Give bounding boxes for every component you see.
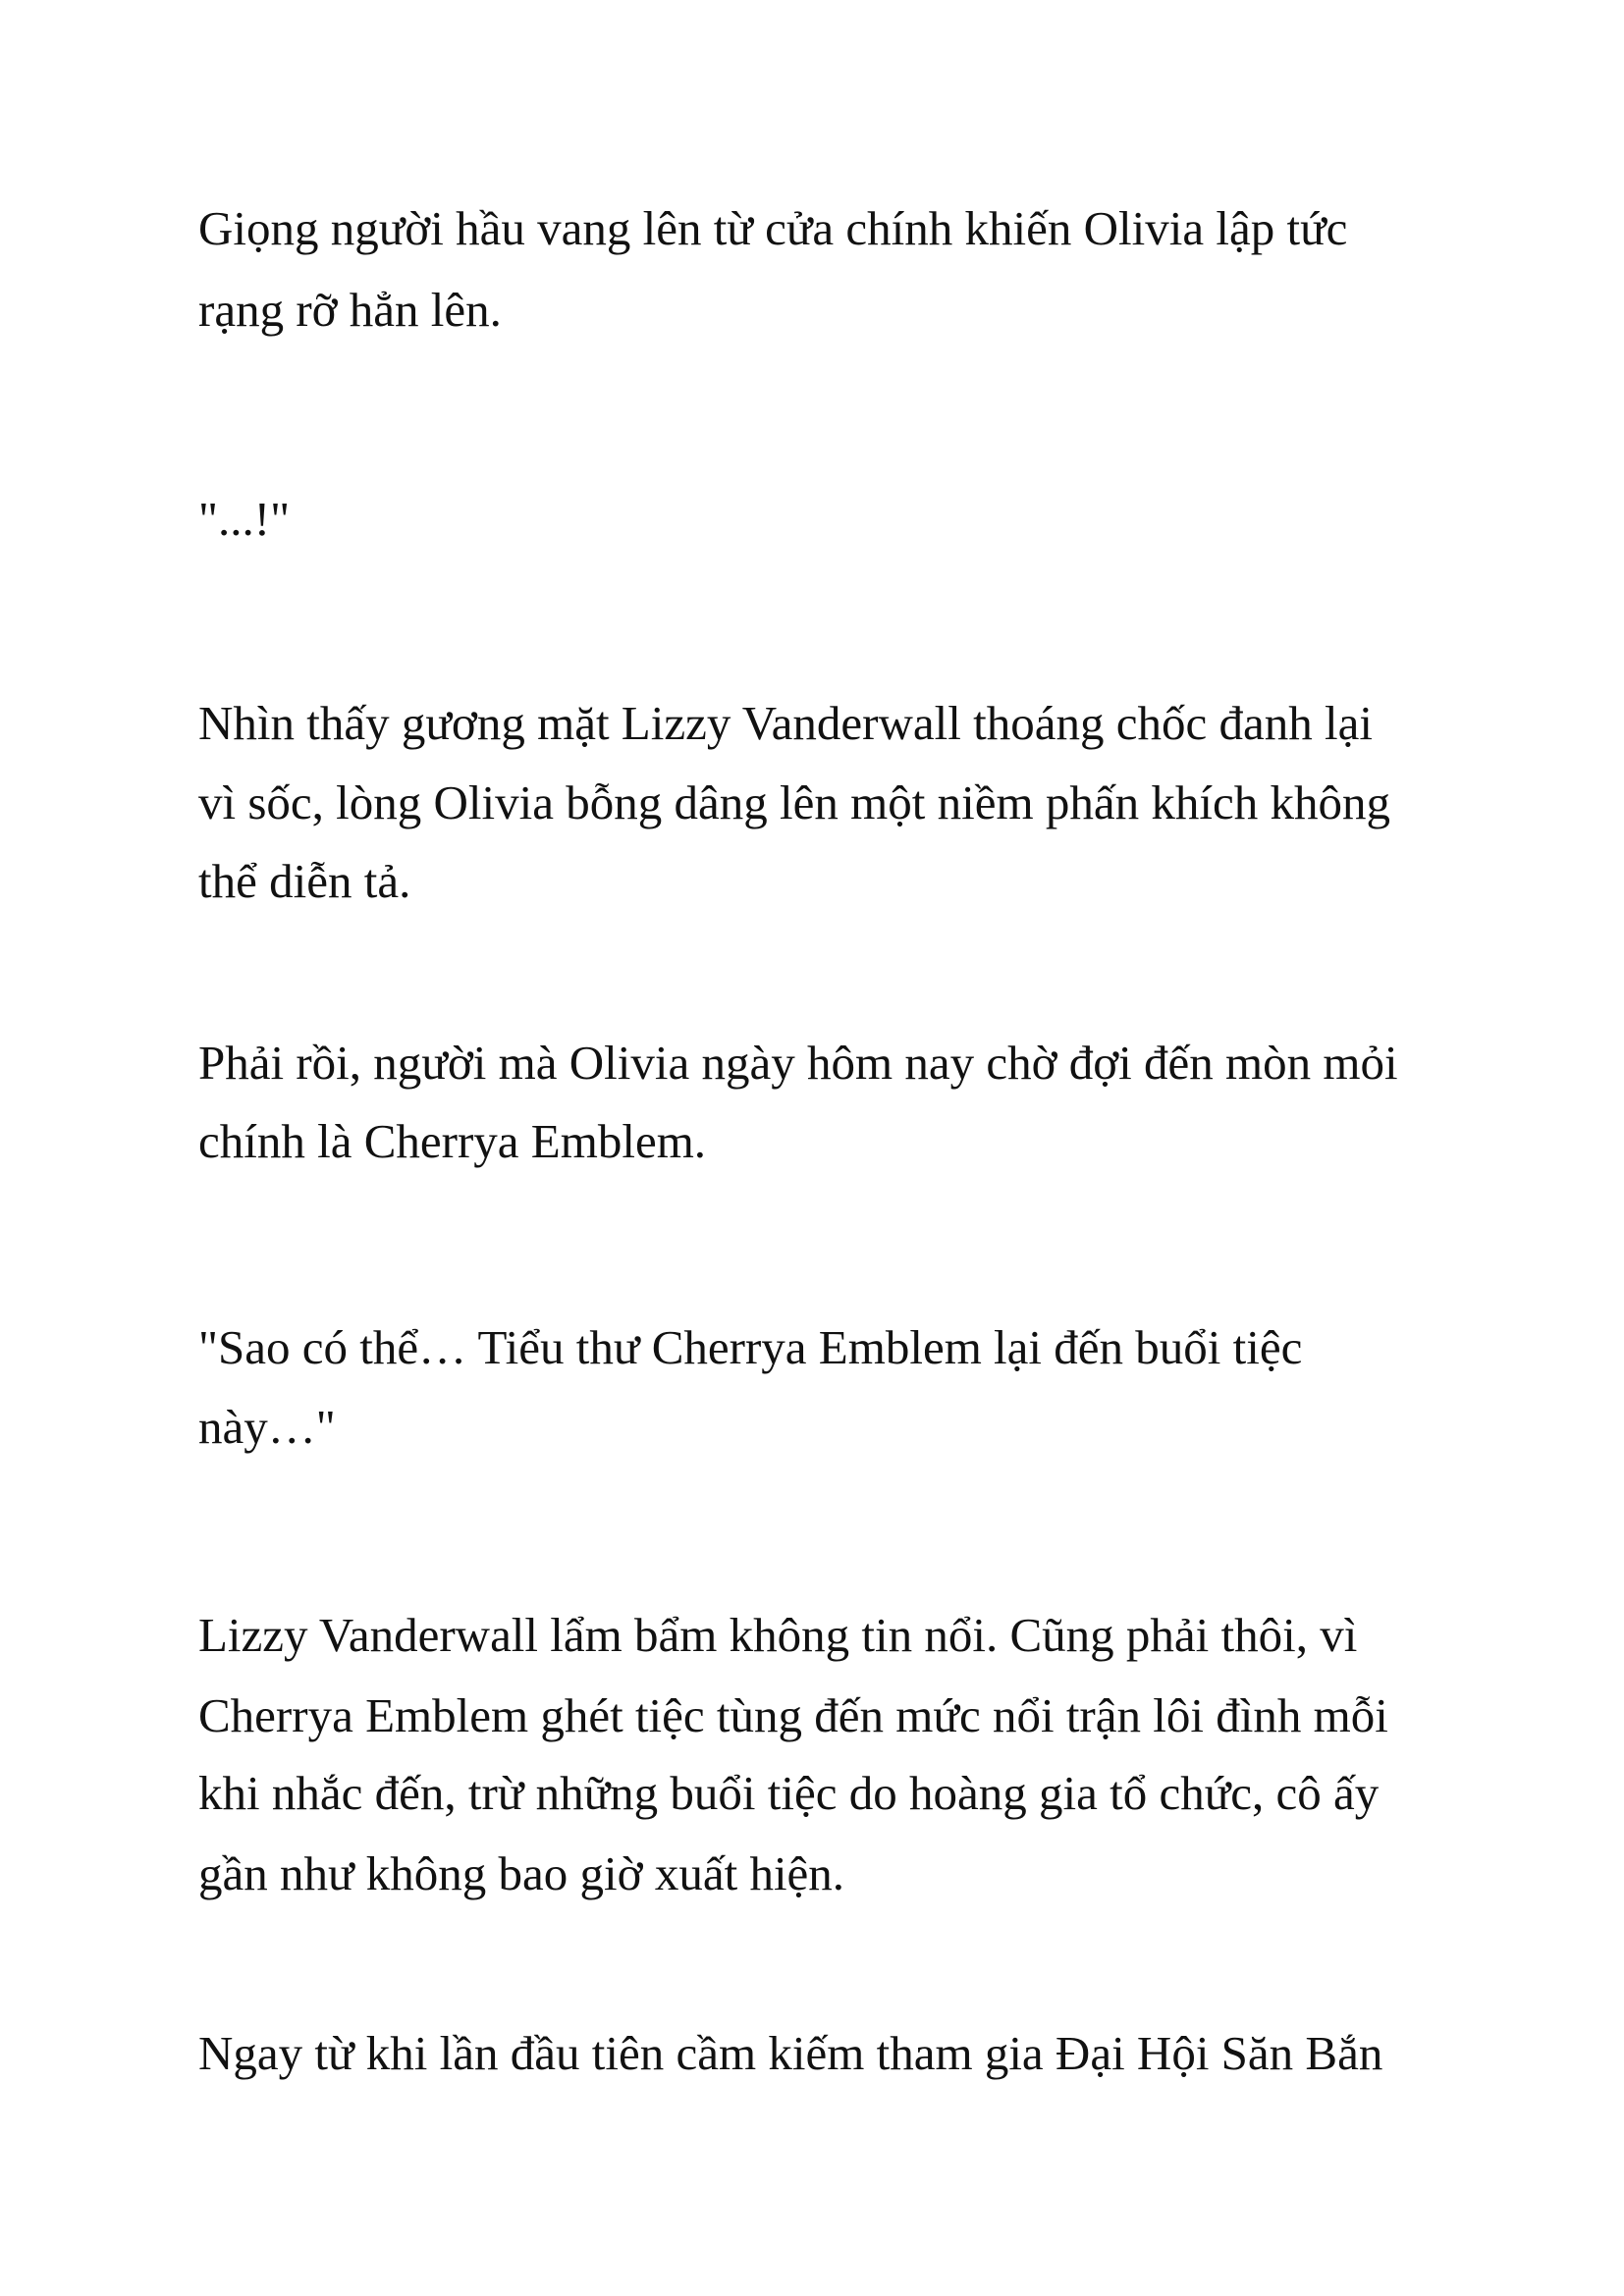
- text-line: khi nhắc đến, trừ những buổi tiệc do hoàng gia tổ chức, cô ấy: [198, 1766, 1380, 1820]
- text-line: Cherrya Emblem ghét tiệc tùng đến mức nổi trận lôi đình mỗi: [198, 1688, 1388, 1742]
- text-line: Ngay từ khi lần đầu tiên cầm kiếm tham gia Đại Hội Săn Bắn: [198, 2026, 1383, 2080]
- text-line: gần như không bao giờ xuất hiện.: [198, 1846, 845, 1900]
- text-line: "Sao có thể… Tiểu thư Cherrya Emblem lại đến buổi tiệc: [198, 1320, 1303, 1374]
- text-line: vì sốc, lòng Olivia bỗng dâng lên một niềm phấn khích không: [198, 775, 1390, 829]
- text-line: Phải rồi, người mà Olivia ngày hôm nay chờ đợi đến mòn mỏi: [198, 1036, 1398, 1090]
- text-line: Nhìn thấy gương mặt Lizzy Vanderwall thoáng chốc đanh lại: [198, 696, 1373, 750]
- text-line: này…": [198, 1400, 336, 1454]
- text-line: chính là Cherrya Emblem.: [198, 1114, 707, 1168]
- text-line: "...!": [198, 492, 291, 546]
- text-line: Giọng người hầu vang lên từ cửa chính khiến Olivia lập tức: [198, 201, 1348, 255]
- text-line: Lizzy Vanderwall lẩm bẩm không tin nổi. Cũng phải thôi, vì: [198, 1608, 1358, 1662]
- text-line: thể diễn tả.: [198, 854, 411, 908]
- text-line: rạng rỡ hẳn lên.: [198, 283, 502, 337]
